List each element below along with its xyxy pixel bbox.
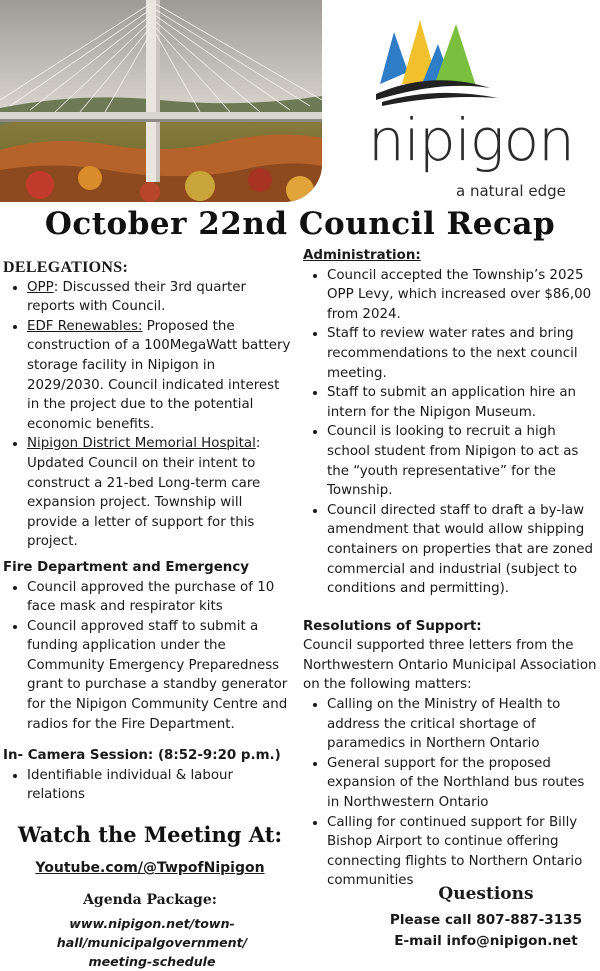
page-title: October 22nd Council Recap <box>44 206 556 242</box>
resolutions-list <box>303 695 597 891</box>
list-item: • Calling on the Ministry of Health to address the critical shortage of paramedics in Northern Ontario <box>327 695 597 754</box>
list-item <box>27 317 295 435</box>
list-item: • Council directed staff to draft a by-law amendment that would allow shipping containers on properties that are zoned commercial and industrial (subject to conditions and permitting). <box>327 501 597 599</box>
list-item: • Staff to submit an application hire an intern for the Nipigon Museum. <box>327 383 597 422</box>
fire-list <box>3 578 295 735</box>
delegations-heading: DELEGATIONS: <box>3 259 129 276</box>
list-item: • Calling for continued support for Billy Bishop Airport to continue offering connecting flights to Northern Ontario communities <box>327 813 597 891</box>
left-column <box>3 258 295 805</box>
delegation-text: : Updated Council on their intent to construct a 21-bed Long-term care expansion project. Township will provide a letter of support for this project. <box>27 436 261 550</box>
delegation-text: : Discussed their 3rd quarter reports with Council. <box>27 279 246 315</box>
agenda-url-line-1: www.nipigon.net/town-hall/municipalgovernment/ <box>56 916 248 950</box>
agenda-link[interactable] <box>2 914 302 971</box>
watch-heading: Watch the Meeting At: <box>17 822 283 847</box>
questions-heading: Questions <box>438 884 534 904</box>
list-item <box>27 434 295 552</box>
resolutions-heading: Resolutions of Support: <box>303 618 482 634</box>
list-item: • Council approved the purchase of 10 face mask and respirator kits <box>27 578 295 617</box>
header-bridge-photo <box>0 0 322 202</box>
delegations-list <box>3 278 295 552</box>
delegation-label: Nipigon District Memorial Hospital <box>27 436 256 452</box>
list-item: • Identifiable individual & labour relations <box>27 766 295 805</box>
list-item: • General support for the proposed expansion of the Northland bus routes in Northwestern Ontario <box>327 754 597 813</box>
resolutions-intro: Council supported three letters from the Northwestern Ontario Municipal Association on the following matters: <box>303 638 597 693</box>
logo-wordmark: nipigon <box>368 106 574 174</box>
right-column <box>303 246 597 891</box>
delegation-text: Proposed the construction of a 100MegaWatt battery storage facility in Nipigon in 2029/2030. Council indicated interest in the project due to the potential economic benefits. <box>27 318 291 432</box>
list-item: • Council approved staff to submit a funding application under the Community Emergency Preparedness grant to purchase a standby generator for the Nipigon Community Centre and radios for the Fire Department. <box>27 617 295 735</box>
list-item: • Staff to review water rates and bring recommendations to the next council meeting. <box>327 324 597 383</box>
administration-list <box>303 266 597 599</box>
list-item <box>27 278 295 317</box>
nipigon-logo-mark <box>372 14 502 106</box>
agenda-url-line-2: meeting-schedule <box>88 954 216 969</box>
questions-phone: Please call 807-887-3135 <box>389 912 583 928</box>
administration-heading: Administration: <box>303 248 421 263</box>
questions-email[interactable]: E-mail info@nipigon.net <box>394 933 578 949</box>
agenda-heading: Agenda Package: <box>83 892 217 908</box>
delegation-label: OPP <box>27 279 54 295</box>
list-item: • Council accepted the Township’s 2025 OPP Levy, which increased over $86,00 from 2024. <box>327 266 597 325</box>
logo-tagline: a natural edge <box>456 182 566 200</box>
delegation-label: EDF Renewables: <box>27 318 143 334</box>
youtube-link[interactable]: Youtube.com/@TwpofNipigon <box>35 860 265 876</box>
camera-list <box>3 766 295 805</box>
camera-heading: In- Camera Session: (8:52-9:20 p.m.) <box>3 748 281 764</box>
list-item: • Council is looking to recruit a high school student from Nipigon to act as the “youth representative” for the Township. <box>327 422 597 500</box>
fire-heading: Fire Department and Emergency <box>3 559 250 575</box>
